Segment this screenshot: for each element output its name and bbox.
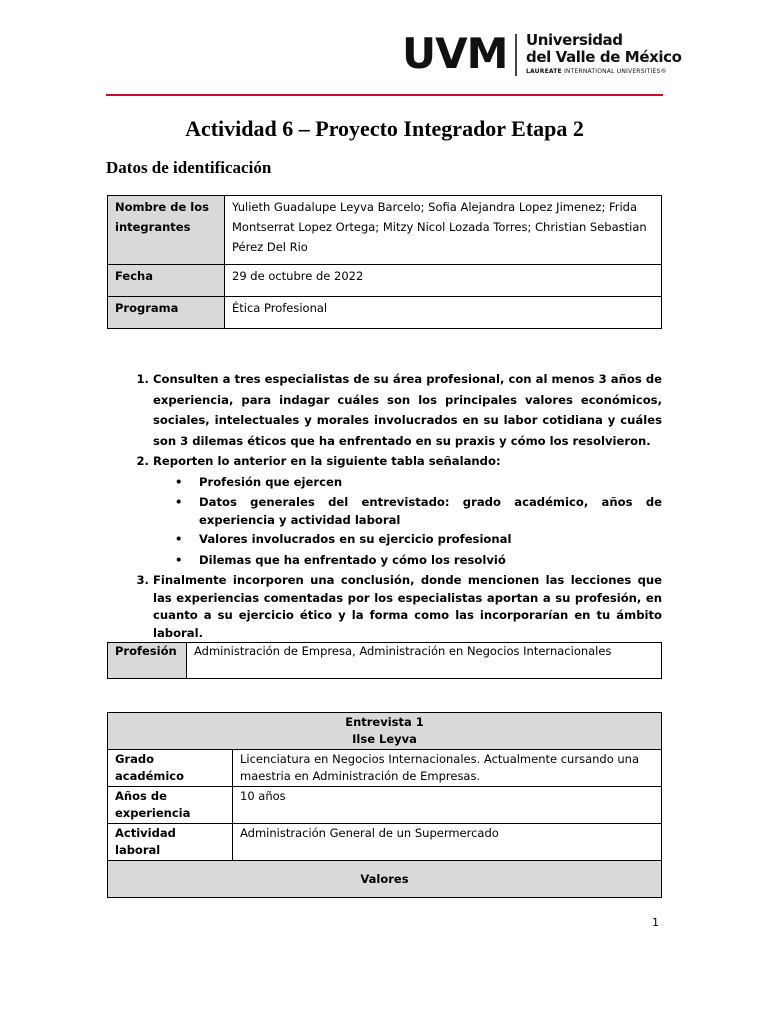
logo-tagline: LAUREATE INTERNATIONAL UNIVERSITIES® bbox=[526, 68, 667, 75]
identification-table bbox=[107, 195, 662, 329]
date-value: 29 de octubre de 2022 bbox=[225, 265, 662, 297]
bullet-item: • Dilemas que ha enfrentado y cómo los resolvió bbox=[175, 550, 662, 571]
activity-label: Actividad laboral bbox=[108, 824, 233, 861]
members-label: Nombre de los integrantes bbox=[108, 196, 225, 265]
section-heading: Datos de identificación bbox=[106, 158, 272, 177]
instructions-list bbox=[130, 369, 662, 642]
table-row bbox=[108, 750, 662, 787]
experience-label: Años de experiencia bbox=[108, 787, 233, 824]
university-logo-text bbox=[526, 32, 682, 75]
instruction-item-3: 3. Finalmente incorporen una conclusión, donde mencionen las lecciones que las experiencias comentadas por los especialistas aportan a su profesión, en cuanto a su ejercicio ético y la forma como las incorporarían en tu ámbito laboral. bbox=[153, 572, 662, 642]
table-row bbox=[108, 787, 662, 824]
logo-divider bbox=[515, 34, 517, 76]
table-row bbox=[108, 643, 662, 679]
degree-label: Grado académico bbox=[108, 750, 233, 787]
activity-value: Administración General de un Supermercado bbox=[233, 824, 662, 861]
instruction-item-2 bbox=[153, 451, 662, 570]
table-row bbox=[108, 824, 662, 861]
experience-value: 10 años bbox=[233, 787, 662, 824]
profession-label: Profesión bbox=[108, 643, 187, 679]
instruction-item-2-text: Reporten lo anterior en la siguiente tabla señalando: bbox=[153, 454, 501, 468]
table-row bbox=[108, 297, 662, 329]
page-number: 1 bbox=[652, 916, 659, 929]
table-row bbox=[108, 713, 662, 750]
uvm-logo-mark: UVM bbox=[402, 29, 508, 78]
document-title: Actividad 6 – Proyecto Integrador Etapa 2 bbox=[185, 116, 584, 141]
program-value: Ética Profesional bbox=[225, 297, 662, 329]
date-label: Fecha bbox=[108, 265, 225, 297]
bullet-item: • Valores involucrados en su ejercicio profesional bbox=[175, 529, 662, 550]
interview-header bbox=[108, 713, 662, 750]
table-row bbox=[108, 265, 662, 297]
members-value: Yulieth Guadalupe Leyva Barcelo; Sofia Alejandra Lopez Jimenez; Frida Montserrat Lopez Ortega; Mitzy Nicol Lozada Torres; Christian Sebastian Pérez Del Rio bbox=[225, 196, 662, 265]
logo-line-1: Universidad bbox=[526, 31, 623, 49]
bullet-item: • Profesión que ejercen bbox=[175, 472, 662, 493]
program-label: Programa bbox=[108, 297, 225, 329]
values-header: Valores bbox=[108, 861, 662, 898]
interviewee-name: Ilse Leyva bbox=[352, 732, 417, 746]
interview-table bbox=[107, 712, 662, 898]
profession-table bbox=[107, 642, 662, 679]
instruction-bullets bbox=[153, 472, 662, 571]
bullet-item: • Datos generales del entrevistado: grado académico, años de experiencia y actividad laboral bbox=[175, 494, 662, 529]
degree-value: Licenciatura en Negocios Internacionales. Actualmente cursando una maestria en Administración de Empresas. bbox=[233, 750, 662, 787]
table-row bbox=[108, 861, 662, 898]
profession-value: Administración de Empresa, Administración en Negocios Internacionales bbox=[187, 643, 662, 679]
instruction-item-1: 1. Consulten a tres especialistas de su área profesional, con al menos 3 años de experiencia, para indagar cuáles son los principales valores económicos, sociales, intelectuales y morales involucrados en su labor cotidiana y cuáles son 3 dilemas éticos que ha enfrentado en su praxis y cómo los resolvieron. bbox=[153, 369, 662, 451]
logo-line-2: del Valle de México bbox=[526, 48, 682, 66]
header-rule bbox=[106, 94, 663, 96]
interview-title: Entrevista 1 bbox=[345, 715, 424, 729]
table-row bbox=[108, 196, 662, 265]
